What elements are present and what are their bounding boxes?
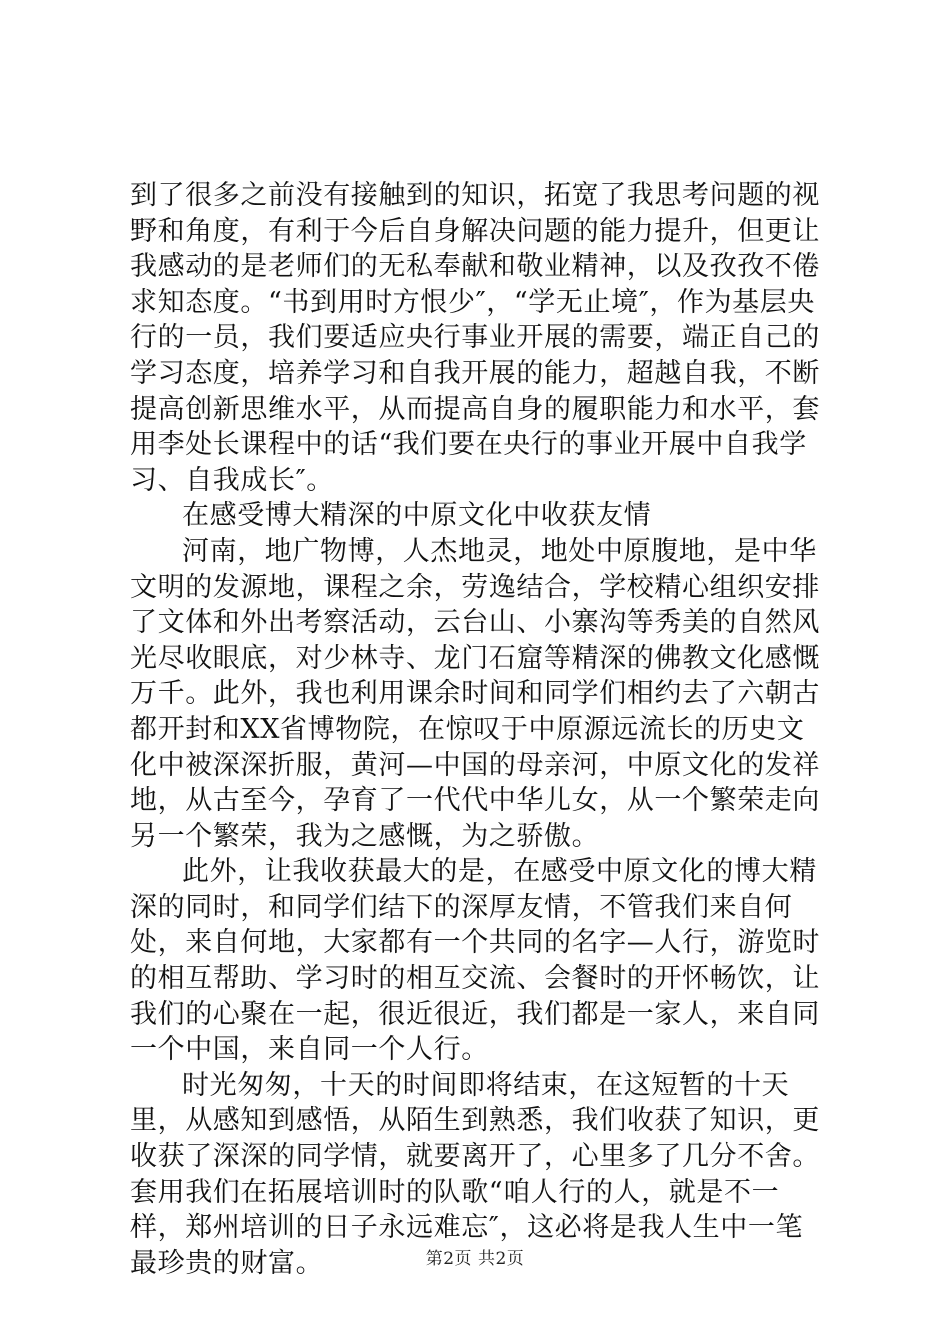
paragraph-3: 此外，让我收获最大的是，在感受中原文化的博大精深的同时，和同学们结下的深厚友情，不管我们来自何处，来自何地，大家都有一个共同的名字—人行，游览时的相互帮助、学习时的相互交流、会餐时的开怀畅饮，让我们的心聚在一起，很近很近，我们都是一家人，来自同一个中国，来自同一个人行。 <box>130 856 820 1066</box>
paragraph-1: 到了很多之前没有接触到的知识，拓宽了我思考问题的视野和角度，有利于今后自身解决问题的能力提升，但更让我感动的是老师们的无私奉献和敬业精神，以及孜孜不倦求知态度。“书到用时方恨少″，“学无止境″，作为基层央行的一员，我们要适应央行事业开展的需要，端正自己的学习态度，培养学习和自我开展的能力，超越自我，不断提高创新思维水平，从而提高自身的履职能力和水平，套用李处长课程中的话“我们要在央行的事业开展中自我学习、自我成长″。 <box>130 180 820 496</box>
page-number-footer: 第2页 共2页 <box>425 1249 525 1269</box>
paragraph-2: 河南，地广物博，人杰地灵，地处中原腹地，是中华文明的发源地，课程之余，劳逸结合，学校精心组织安排了文体和外出考察活动，云台山、小寨沟等秀美的自然风光尽收眼底，对少林寺、龙门石窟等精深的佛教文化感慨万千。此外，我也利用课余时间和同学们相约去了六朝古都开封和XX省博物院，在惊叹于中原源远流长的历史文化中被深深折服，黄河—中国的母亲河，中原文化的发祥地，从古至今，孕育了一代代中华儿女，从一个繁荣走向另一个繁荣，我为之感慨，为之骄傲。 <box>130 535 820 852</box>
document-body <box>130 178 830 1281</box>
section-heading: 在感受博大精深的中原文化中收获友情 <box>182 500 652 532</box>
paragraph-4: 时光匆匆，十天的时间即将结束，在这短暂的十天里，从感知到感悟，从陌生到熟悉，我们收获了知识，更收获了深深的同学情，就要离开了，心里多了几分不舍。套用我们在拓展培训时的队歌“咱人行的人，就是不一样，郑州培训的日子永远难忘″，这必将是我人生中一笔最珍贵的财富。 <box>130 1069 820 1279</box>
